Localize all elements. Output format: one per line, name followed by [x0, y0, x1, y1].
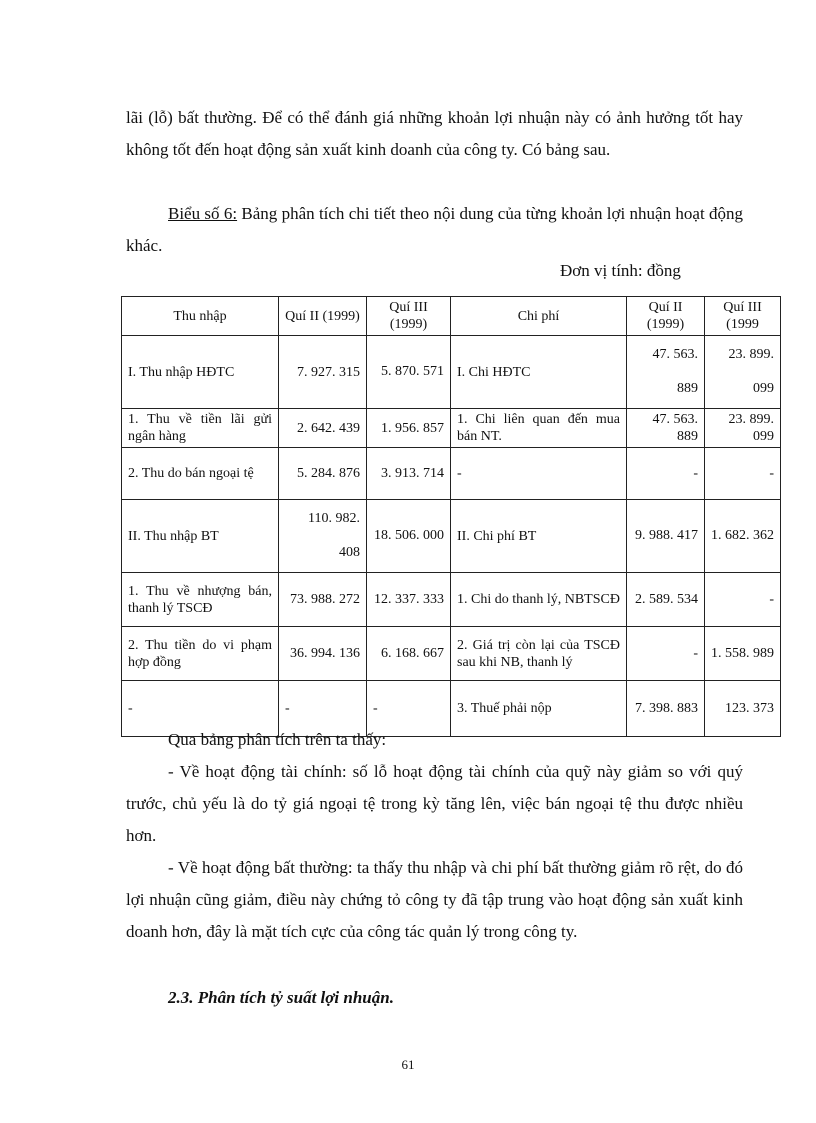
cell-value: 2. 642. 439: [279, 409, 367, 448]
cell-value: 6. 168. 667: [367, 627, 451, 681]
cell-expense-label: 3. Thuế phải nộp: [451, 681, 627, 737]
cell-value: 1. 558. 989: [705, 627, 781, 681]
cell-expense-label: 2. Giá trị còn lại của TSCĐ sau khi NB, thanh lý: [451, 627, 627, 681]
cell-value: 1. 956. 857: [367, 409, 451, 448]
cell-value: 1. 682. 362: [705, 500, 781, 573]
cell-expense-label: -: [451, 448, 627, 500]
cell-value: -: [705, 448, 781, 500]
cell-income-label: II. Thu nhập BT: [122, 500, 279, 573]
table-row: [122, 409, 781, 448]
table-row: [122, 336, 781, 409]
cell-value: -: [627, 627, 705, 681]
cell-value: -: [627, 448, 705, 500]
cell-value: 36. 994. 136: [279, 627, 367, 681]
profit-analysis-table: [121, 296, 781, 737]
unit-label: Đơn vị tính: đồng: [560, 261, 681, 280]
analysis-intro: Qua bảng phân tích trên ta thấy:: [168, 730, 387, 749]
caption-label: Biểu số 6:: [168, 204, 238, 223]
table-row: [122, 448, 781, 500]
cell-value: 47. 563. 889: [627, 336, 705, 409]
cell-value: 2. 589. 534: [627, 573, 705, 627]
section-heading: 2.3. Phân tích tỷ suất lợi nhuận.: [168, 988, 394, 1007]
header-q3-income: Quí III (1999): [367, 297, 451, 336]
cell-value: 23. 899. 099: [705, 409, 781, 448]
table-row: [122, 573, 781, 627]
page-number: 61: [401, 1057, 415, 1072]
cell-value: 47. 563. 889: [627, 409, 705, 448]
cell-value: 12. 337. 333: [367, 573, 451, 627]
analysis-extraordinary: - Về hoạt động bất thường: ta thấy thu nhập và chi phí bất thường giảm rõ rệt, do đó lợi nhuận cũng giảm, điều này chứng tỏ công ty đã tập trung vào hoạt động sản xuất kinh doanh hơn, đây là mặt tích cực của công tác quản lý trong công ty.: [126, 858, 743, 941]
analysis-financial: - Về hoạt động tài chính: số lỗ hoạt động tài chính của quỹ này giảm so với quý trước, chủ yếu là do tỷ giá ngoại tệ trong kỳ tăng lên, việc bán ngoại tệ thu được nhiều hơn.: [126, 762, 743, 845]
cell-income-label: 1. Thu về nhượng bán, thanh lý TSCĐ: [122, 573, 279, 627]
cell-income-label: 2. Thu do bán ngoại tệ: [122, 448, 279, 500]
header-q2-expense: Quí II (1999): [627, 297, 705, 336]
cell-value: 18. 506. 000: [367, 500, 451, 573]
cell-value: 9. 988. 417: [627, 500, 705, 573]
cell-value: 5. 870. 571: [367, 336, 451, 409]
cell-value: 5. 284. 876: [279, 448, 367, 500]
header-expense: Chi phí: [451, 297, 627, 336]
cell-expense-label: II. Chi phí BT: [451, 500, 627, 573]
intro-paragraph: lãi (lỗ) bất thường. Để có thể đánh giá những khoản lợi nhuận này có ảnh hưởng tốt hay không tốt đến hoạt động sản xuất kinh doanh của công ty. Có bảng sau.: [126, 108, 743, 159]
cell-income-label: -: [122, 681, 279, 737]
cell-income-label: I. Thu nhập HĐTC: [122, 336, 279, 409]
cell-value: 7. 398. 883: [627, 681, 705, 737]
cell-expense-label: 1. Chi do thanh lý, NBTSCĐ: [451, 573, 627, 627]
table-header-row: [122, 297, 781, 336]
cell-value: 23. 899. 099: [705, 336, 781, 409]
cell-value: 3. 913. 714: [367, 448, 451, 500]
cell-expense-label: 1. Chi liên quan đến mua bán NT.: [451, 409, 627, 448]
table-row: [122, 500, 781, 573]
cell-value: 7. 927. 315: [279, 336, 367, 409]
cell-value: -: [279, 681, 367, 737]
cell-value: 110. 982. 408: [279, 500, 367, 573]
table-row: [122, 627, 781, 681]
cell-expense-label: I. Chi HĐTC: [451, 336, 627, 409]
caption-text: Bảng phân tích chi tiết theo nội dung của từng khoản lợi nhuận hoạt động khác.: [126, 204, 743, 255]
header-income: Thu nhập: [122, 297, 279, 336]
header-q3-expense: Quí III (1999: [705, 297, 781, 336]
cell-income-label: 1. Thu về tiền lãi gửi ngân hàng: [122, 409, 279, 448]
cell-value: 73. 988. 272: [279, 573, 367, 627]
cell-value: -: [367, 681, 451, 737]
cell-value: -: [705, 573, 781, 627]
table-caption: [126, 198, 743, 262]
cell-value: 123. 373: [705, 681, 781, 737]
header-q2-income: Quí II (1999): [279, 297, 367, 336]
cell-income-label: 2. Thu tiền do vi phạm hợp đồng: [122, 627, 279, 681]
